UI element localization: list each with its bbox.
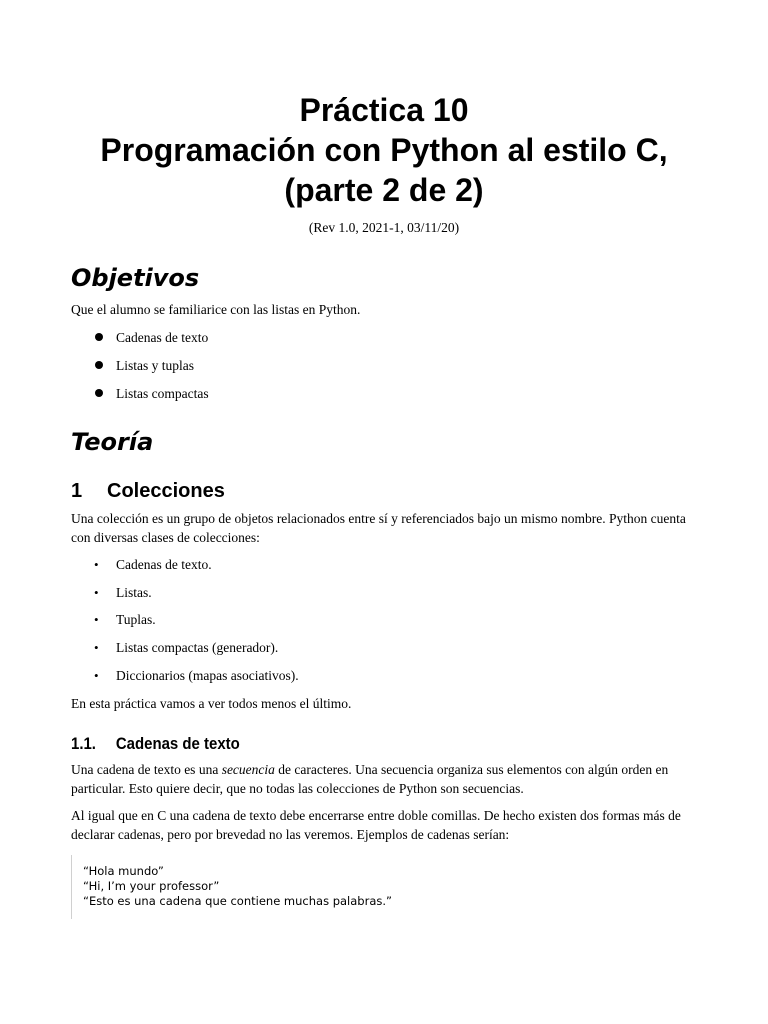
teoria-heading: Teoría (71, 428, 154, 456)
collection-item: Cadenas de texto. (116, 557, 212, 572)
bullet-marker: • (94, 668, 99, 683)
section-1-1-title: Cadenas de texto (115, 734, 240, 753)
code-example-block (71, 855, 712, 919)
document-title (0, 90, 768, 210)
bullet-marker: • (94, 640, 99, 655)
title-line-1: Práctica 10 (299, 92, 469, 128)
code-line: “Hi, I’m your professor” (83, 879, 220, 893)
collection-item: Listas compactas (generador). (116, 640, 279, 655)
section-1-1-paragraph-2: Al igual que en C una cadena de texto debe encerrarse entre doble comillas. De hecho existen dos formas más de declarar cadenas, pero por brevedad no las veremos. Ejemplos de cadenas serían: (71, 808, 681, 842)
section-1-heading (71, 479, 225, 503)
code-line: “Esto es una cadena que contiene muchas palabras.” (83, 894, 392, 908)
code-line: “Hola mundo” (83, 864, 164, 878)
section-1-title: Colecciones (107, 480, 225, 502)
bullet-dot (95, 361, 103, 369)
bullet-marker: • (94, 612, 99, 627)
title-line-3: (parte 2 de 2) (284, 172, 484, 208)
bullet-dot (95, 333, 103, 341)
revision-note: (Rev 1.0, 2021-1, 03/11/20) (308, 220, 460, 235)
collection-item: Tuplas. (116, 612, 156, 627)
objetivos-heading: Objetivos (71, 264, 200, 292)
section-1-1-number: 1.1. (71, 734, 96, 753)
objetivos-intro: Que el alumno se familiarice con las listas en Python. (71, 302, 361, 317)
section-1-intro: Una colección es un grupo de objetos relacionados entre sí y referenciados bajo un mismo nombre. Python cuenta con diversas clases de colecciones: (71, 511, 686, 545)
emphasis-text: secuencia (221, 762, 275, 777)
title-line-2: Programación con Python al estilo C, (100, 132, 668, 168)
collection-item: Listas. (116, 585, 152, 600)
text-run: de caracteres. Una secuencia organiza sus elementos con algún orden en particular. Esto quiere decir, que no todas las colecciones de Python son secuencias. (71, 762, 669, 796)
section-1-1-heading (71, 733, 240, 755)
bullet-marker: • (94, 557, 99, 572)
objetivos-item: Listas y tuplas (116, 358, 194, 373)
section-1-1-paragraph-1 (71, 760, 701, 798)
bullet-dot (95, 389, 103, 397)
collection-item: Diccionarios (mapas asociativos). (116, 668, 299, 683)
objetivos-item: Listas compactas (116, 386, 209, 401)
section-1-outro: En esta práctica vamos a ver todos menos el último. (71, 696, 352, 711)
text-run: Una cadena de texto es una (71, 762, 222, 777)
section-1-number: 1 (71, 480, 83, 502)
objetivos-item: Cadenas de texto (116, 330, 209, 345)
bullet-marker: • (94, 585, 99, 600)
